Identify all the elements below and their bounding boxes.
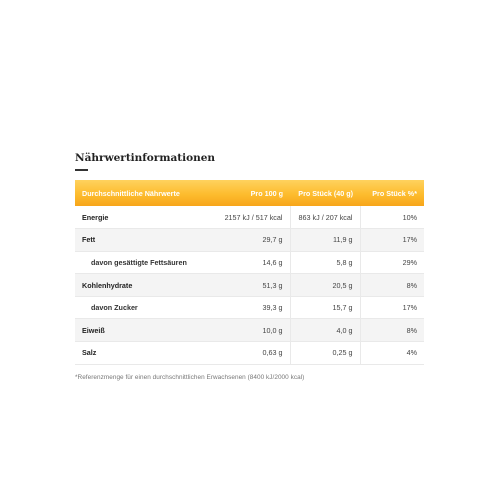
value-per-100g: 2157 kJ / 517 kcal xyxy=(210,206,290,229)
header-nutrient: Durchschnittliche Nährwerte xyxy=(82,188,180,198)
nutrient-label: Energie xyxy=(75,206,210,229)
value-percent: 10% xyxy=(360,206,424,229)
value-percent: 17% xyxy=(360,229,424,252)
value-percent: 17% xyxy=(360,296,424,319)
section-title: Nährwertinformationen xyxy=(75,152,216,164)
value-percent: 8% xyxy=(360,274,424,297)
value-per-piece: 20,5 g xyxy=(290,274,360,297)
value-per-100g: 14,6 g xyxy=(210,251,290,274)
table-row xyxy=(75,206,424,229)
nutrient-label: Fett xyxy=(75,229,210,252)
title-underline xyxy=(75,169,88,171)
value-per-piece: 11,9 g xyxy=(290,229,360,252)
footnote: *Referenzmenge für einen durchschnittlichen Erwachsenen (8400 kJ/2000 kcal) xyxy=(75,373,305,381)
value-percent: 4% xyxy=(360,342,424,365)
table-row xyxy=(75,296,424,319)
table-row xyxy=(75,274,424,297)
nutrition-section xyxy=(75,152,424,381)
value-per-100g: 39,3 g xyxy=(210,296,290,319)
table-row xyxy=(75,229,424,252)
table-row xyxy=(75,251,424,274)
nutrient-label: davon Zucker xyxy=(75,296,210,319)
table-row xyxy=(75,342,424,365)
value-per-100g: 51,3 g xyxy=(210,274,290,297)
header-per-100g: Pro 100 g xyxy=(250,188,283,198)
value-per-100g: 10,0 g xyxy=(210,319,290,342)
nutrient-label: Eiweiß xyxy=(75,319,210,342)
nutrient-label: Salz xyxy=(75,342,210,365)
table-header xyxy=(75,180,424,206)
value-per-piece: 15,7 g xyxy=(290,296,360,319)
nutrient-label: Kohlenhydrate xyxy=(75,274,210,297)
value-per-100g: 0,63 g xyxy=(210,342,290,365)
nutrient-label: davon gesättigte Fettsäuren xyxy=(75,251,210,274)
value-per-100g: 29,7 g xyxy=(210,229,290,252)
table-header-row xyxy=(75,180,424,206)
value-per-piece: 4,0 g xyxy=(290,319,360,342)
table-row xyxy=(75,319,424,342)
table-body xyxy=(75,206,424,364)
header-per-piece-percent: Pro Stück %* xyxy=(372,188,417,198)
nutrition-table xyxy=(75,180,424,365)
value-percent: 8% xyxy=(360,319,424,342)
value-per-piece: 0,25 g xyxy=(290,342,360,365)
value-per-piece: 863 kJ / 207 kcal xyxy=(290,206,360,229)
value-percent: 29% xyxy=(360,251,424,274)
value-per-piece: 5,8 g xyxy=(290,251,360,274)
header-per-piece: Pro Stück (40 g) xyxy=(298,188,353,198)
